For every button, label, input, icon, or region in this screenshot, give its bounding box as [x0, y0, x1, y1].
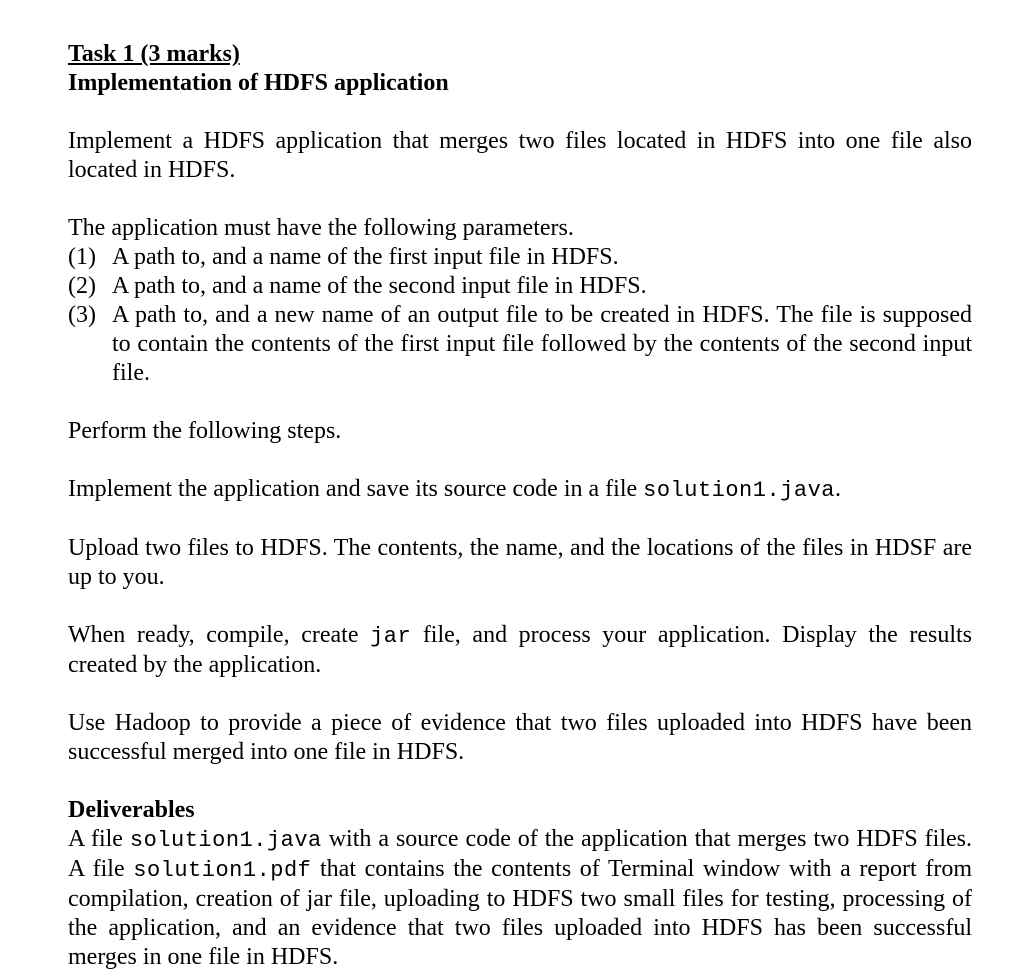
- step-compile-end: file, and process your application. Display the results created by the application.: [68, 622, 973, 678]
- list-item-number: (1): [68, 244, 96, 270]
- list-item-text: A path to, and a name of the second input file in HDFS.: [112, 273, 647, 299]
- code-pdf-file: solution1.pdf: [133, 858, 312, 883]
- step-compile: [68, 621, 972, 680]
- list-item-text: A path to, and a name of the first input file in HDFS.: [112, 244, 619, 270]
- document-page: [68, 40, 972, 972]
- step-compile-text: When ready, compile, create: [68, 622, 371, 648]
- parameters-list: [68, 243, 972, 388]
- deliverables-text: A file: [68, 826, 130, 852]
- list-item: [68, 301, 972, 388]
- code-java-file: solution1.java: [129, 828, 322, 853]
- code-filename: solution1.java: [643, 478, 835, 503]
- list-item: [68, 243, 972, 272]
- deliverables-paragraph: [68, 825, 972, 972]
- code-jar: jar: [370, 624, 412, 649]
- list-item-text: A path to, and a new name of an output file to be created in HDFS. The file is supposed to contain the contents of the first input file followed by the contents of the second input file.: [112, 302, 972, 386]
- deliverables-text: that contains the contents of Terminal window with a report from compilation, creation of jar file, uploading to HDFS two small files for testing, processing of the application, and an evidence that two files uploaded into HDFS has been successful merges in one file in HDFS.: [68, 856, 972, 970]
- step-implement: [68, 475, 972, 505]
- step-upload: Upload two files to HDFS. The contents, the name, and the locations of the files in HDSF are up to you.: [68, 535, 972, 590]
- task-subtitle: Implementation of HDFS application: [68, 70, 449, 96]
- list-item: [68, 272, 972, 301]
- step-implement-text: Implement the application and save its source code in a file: [68, 476, 644, 502]
- deliverables-heading: Deliverables: [68, 797, 195, 823]
- parameters-lead: The application must have the following parameters.: [68, 215, 574, 241]
- list-item-number: (2): [68, 273, 96, 299]
- task-title: Task 1 (3 marks): [68, 41, 240, 67]
- step-evidence: Use Hadoop to provide a piece of evidence that two files uploaded into HDFS have been successful merged into one file in HDFS.: [68, 710, 972, 765]
- list-item-number: (3): [68, 302, 96, 328]
- deliverables-text: with a source code of the application that merges two HDFS files. A file: [68, 826, 972, 882]
- step-implement-end: .: [834, 476, 841, 502]
- steps-lead: Perform the following steps.: [68, 418, 342, 444]
- intro-paragraph: Implement a HDFS application that merges two files located in HDFS into one file also located in HDFS.: [68, 128, 972, 183]
